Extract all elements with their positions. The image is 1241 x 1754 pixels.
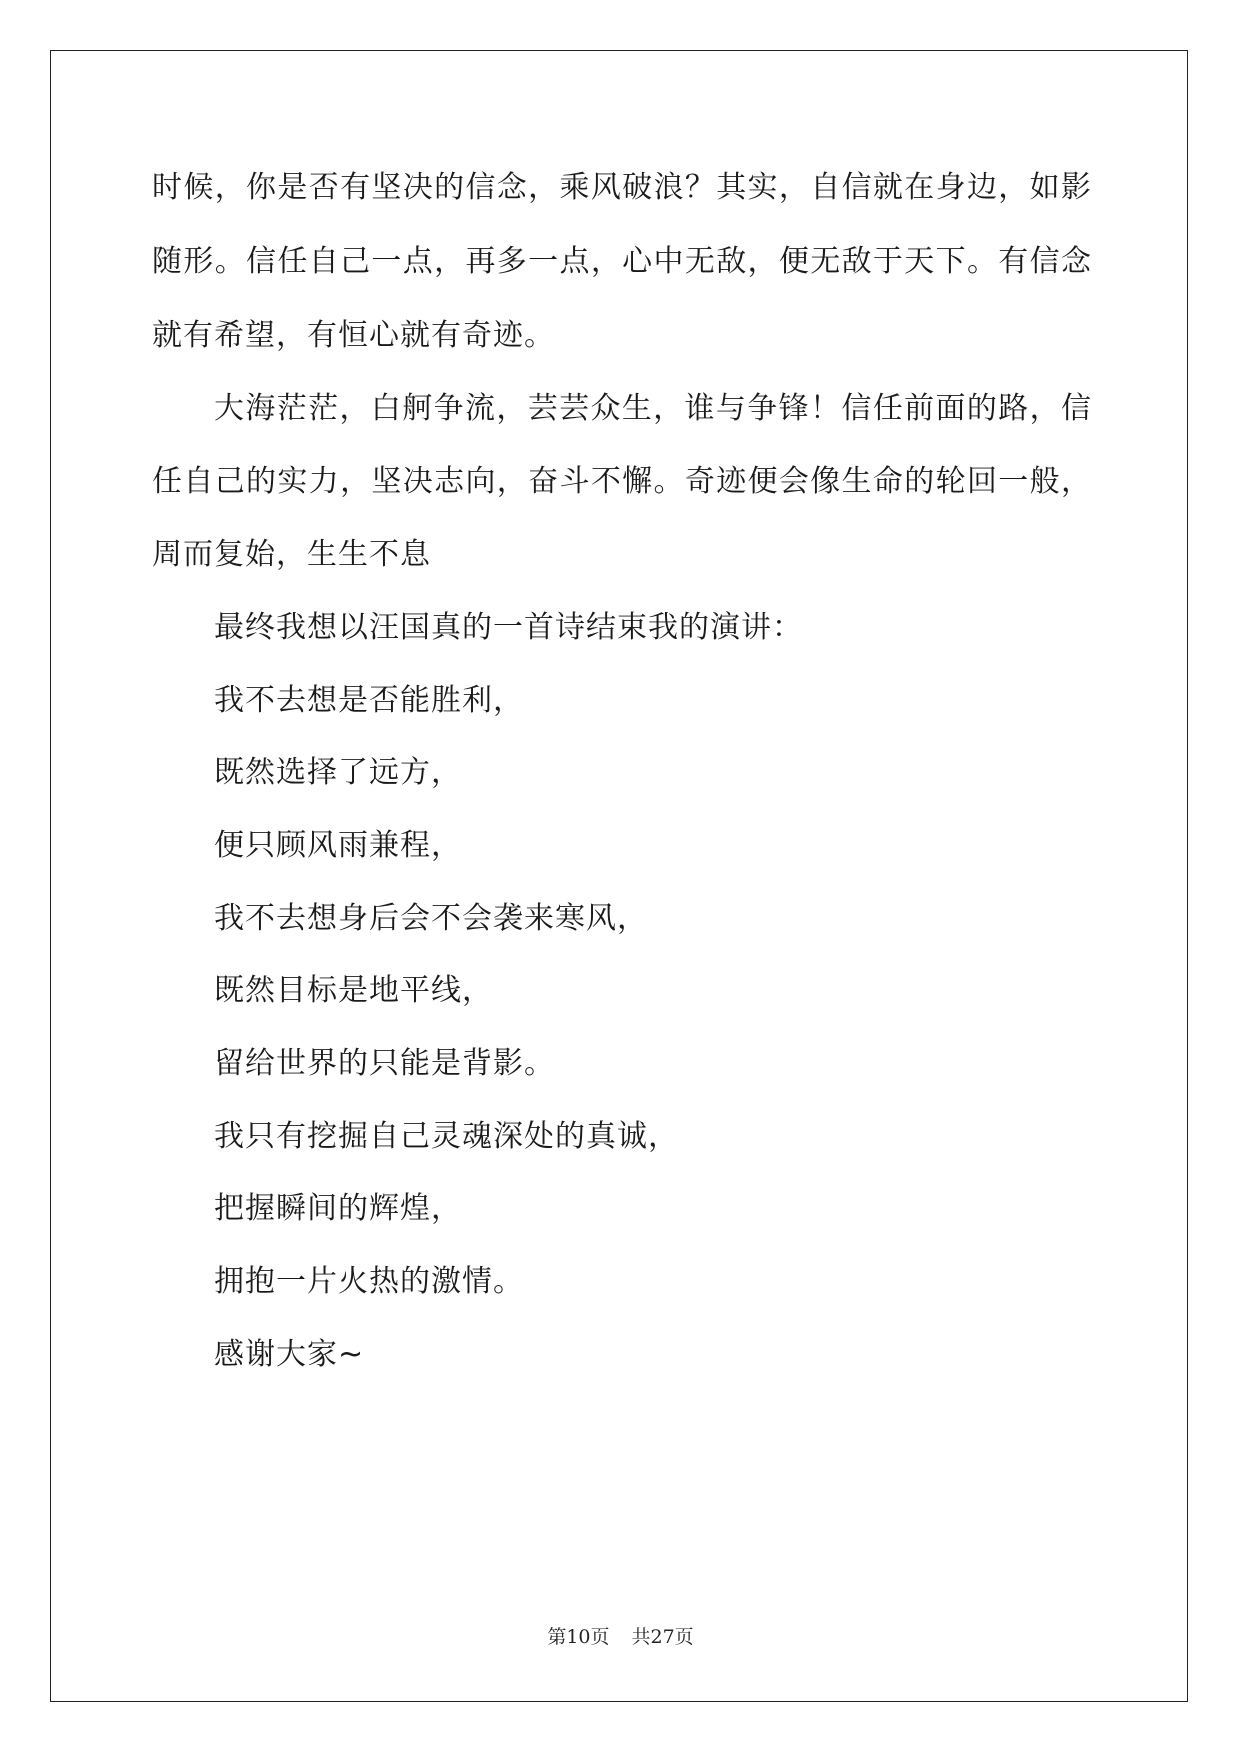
poem-line: 我不去想身后会不会袭来寒风， — [214, 901, 648, 936]
page-footer — [0, 1624, 1241, 1650]
paragraph-line: 任自己的实力，坚决志向，奋斗不懈。奇迹便会像生命的轮回一般， — [152, 464, 1092, 499]
current-page-number: 第10页 — [547, 1626, 610, 1648]
paragraph-line: 时候，你是否有坚决的信念，乘风破浪？其实，自信就在身边，如影 — [152, 170, 1092, 205]
paragraph-line: 最终我想以汪国真的一首诗结束我的演讲： — [214, 610, 803, 645]
poem-line: 我只有挖掘自己灵魂深处的真诚， — [214, 1119, 679, 1154]
paragraph-line: 大海茫茫，白舸争流，芸芸众生，谁与争锋！信任前面的路，信 — [214, 391, 1092, 426]
poem-line: 既然选择了远方， — [214, 755, 462, 790]
paragraph-line: 就有希望，有恒心就有奇迹。 — [152, 318, 555, 353]
poem-line: 便只顾风雨兼程， — [214, 828, 462, 863]
paragraph-line: 随形。信任自己一点，再多一点，心中无敌，便无敌于天下。有信念 — [152, 244, 1092, 279]
paragraph-line: 周而复始，生生不息 — [152, 537, 431, 572]
page-border — [50, 50, 1188, 1702]
poem-line: 拥抱一片火热的激情。 — [214, 1264, 524, 1299]
poem-line: 把握瞬间的辉煌， — [214, 1191, 462, 1226]
total-pages: 共27页 — [631, 1626, 694, 1648]
closing-line: 感谢大家~ — [214, 1337, 365, 1372]
poem-line: 既然目标是地平线， — [214, 973, 493, 1008]
poem-line: 留给世界的只能是背影。 — [214, 1046, 555, 1081]
poem-line: 我不去想是否能胜利， — [214, 683, 524, 718]
